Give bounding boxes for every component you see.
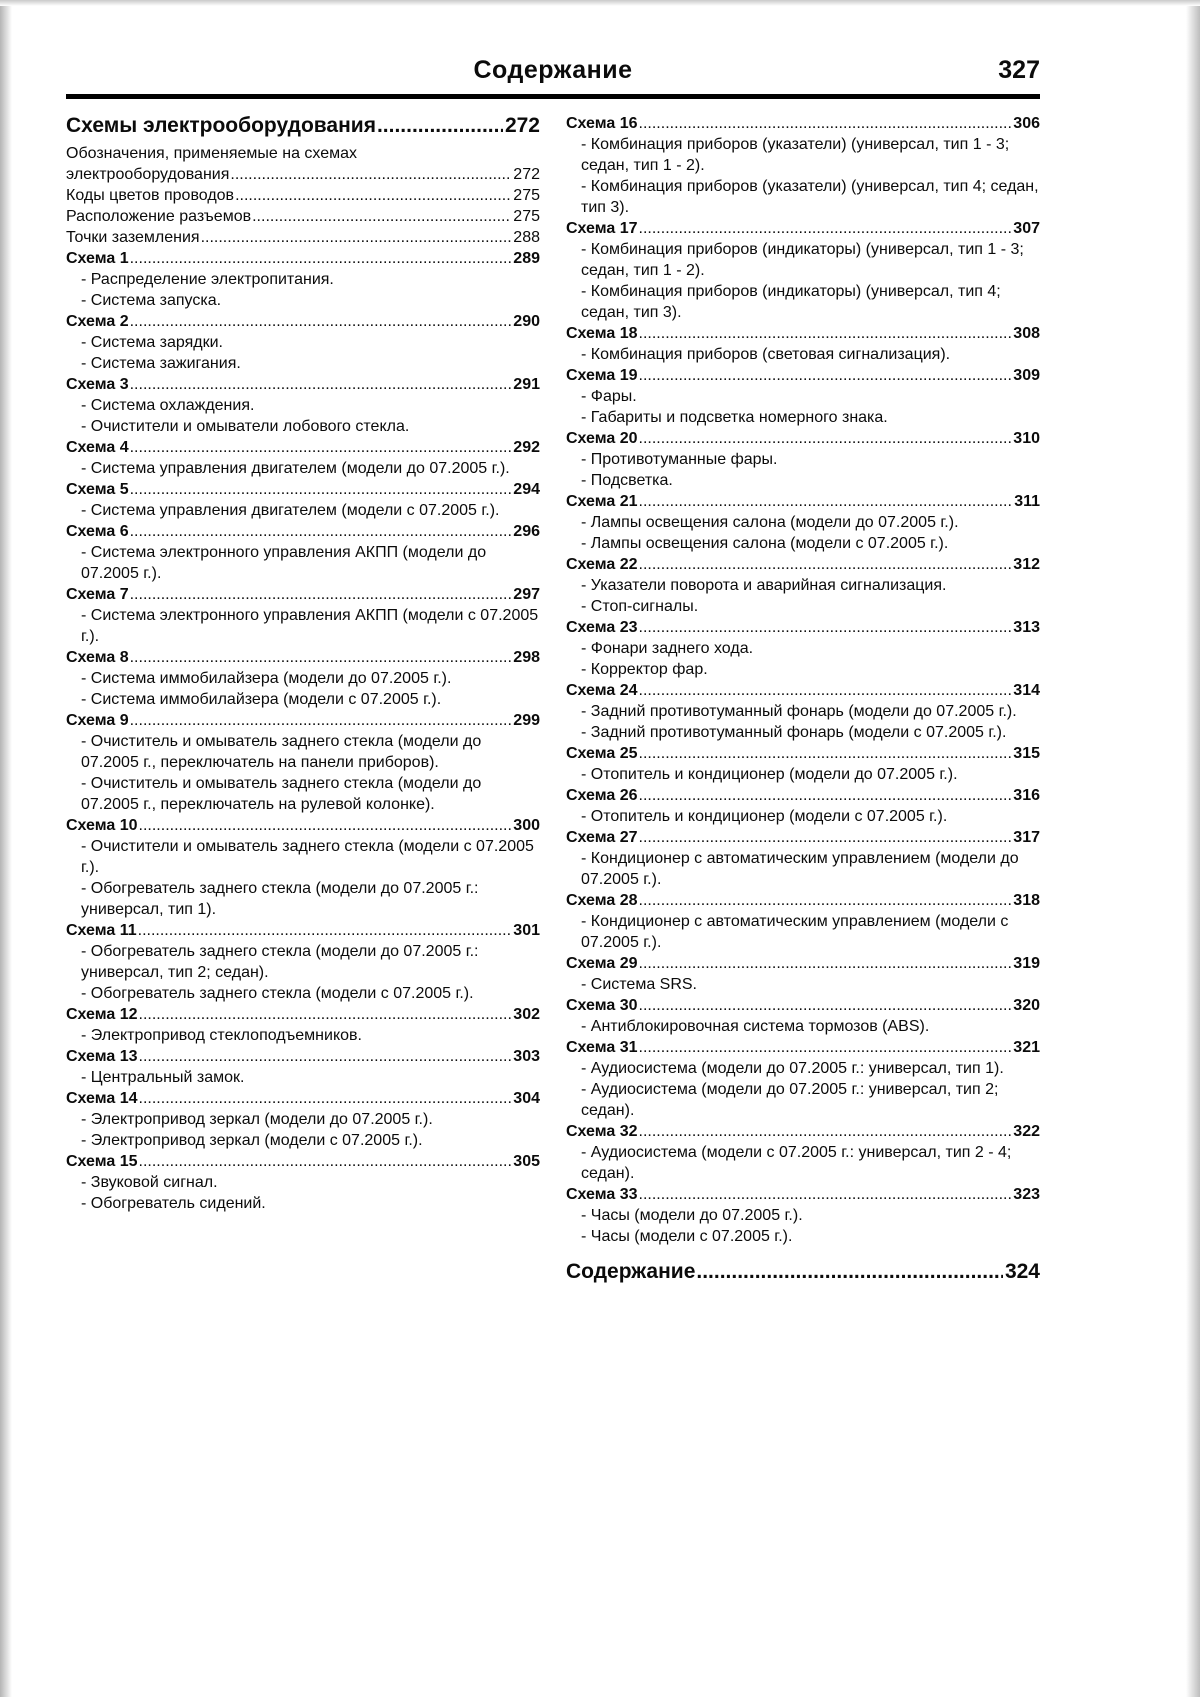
- toc-page-ref: 322: [1013, 1123, 1040, 1140]
- toc-entry-label: Точки заземления: [66, 229, 200, 246]
- toc-sub-item: - Аудиосистема (модели до 07.2005 г.: универсал, тип 1).: [581, 1060, 1004, 1077]
- toc-sub-item: - Обогреватель сидений.: [81, 1195, 266, 1212]
- toc-entry-row: [66, 185, 540, 206]
- toc-entry-label: Схема 12: [66, 1006, 138, 1023]
- toc-entry-row: [66, 521, 540, 542]
- toc-page-ref: 304: [513, 1090, 540, 1107]
- toc-sub-item: - Аудиосистема (модели с 07.2005 г.: универсал, тип 2 - 4; седан).: [581, 1144, 1012, 1182]
- toc-entry: [566, 428, 1040, 491]
- toc-dot-leader: [639, 554, 1012, 575]
- toc-entry-label: Схема 19: [566, 367, 638, 384]
- toc-entry-row: [66, 479, 540, 500]
- toc-entry-label: Схема 11: [66, 922, 137, 939]
- toc-entry-label: Схема 28: [566, 892, 638, 909]
- toc-dot-leader: [130, 374, 512, 395]
- toc-entry-label: Схема 2: [66, 313, 129, 330]
- toc-entry-label: Схема 27: [566, 829, 638, 846]
- toc-entry-row: [566, 1259, 1040, 1285]
- toc-dot-leader: [377, 113, 503, 139]
- toc-entry-label: Схема 17: [566, 220, 638, 237]
- toc-entry-label: Схема 24: [566, 682, 638, 699]
- toc-page-ref: 288: [513, 229, 540, 246]
- toc-sub-item: - Фонари заднего хода.: [581, 640, 754, 657]
- page-number: 327: [998, 56, 1040, 84]
- toc-entry-text: Обозначения, применяемые на схемах: [66, 145, 358, 162]
- toc-dot-leader: [639, 491, 1013, 512]
- toc-entry-row: [66, 710, 540, 731]
- toc-sub-item: - Система зажигания.: [81, 355, 241, 372]
- toc-sub-item: - Лампы освещения салона (модели до 07.2005 г.).: [581, 514, 959, 531]
- toc-entry-label: Схемы электрооборудования: [66, 114, 376, 137]
- toc-entry: [66, 248, 540, 311]
- toc-page-ref: 289: [513, 250, 540, 267]
- toc-entry-row: [566, 890, 1040, 911]
- toc-dot-leader: [130, 647, 512, 668]
- toc-dot-leader: [130, 479, 512, 500]
- toc-sub-item: - Система SRS.: [581, 976, 697, 993]
- toc-entry: [566, 1037, 1040, 1121]
- toc-page-ref: 316: [1013, 787, 1040, 804]
- toc-dot-leader: [639, 785, 1012, 806]
- toc-entry-row: [566, 827, 1040, 848]
- toc-page-ref: 307: [1013, 220, 1040, 237]
- toc-page-ref: 294: [513, 481, 540, 498]
- toc-entry: [66, 815, 540, 920]
- toc-entry-row: [66, 164, 540, 185]
- toc-entry: [566, 365, 1040, 428]
- toc-dot-leader: [639, 1037, 1012, 1058]
- toc-entry-label: Схема 23: [566, 619, 638, 636]
- toc-sub-item: - Указатели поворота и аварийная сигнализация.: [581, 577, 947, 594]
- toc-sub-item: - Система зарядки.: [81, 334, 223, 351]
- toc-page-ref: 311: [1014, 493, 1040, 510]
- toc-page-ref: 308: [1013, 325, 1040, 342]
- toc-entry: [566, 785, 1040, 827]
- toc-entry-label: Схема 10: [66, 817, 138, 834]
- toc-dot-leader: [138, 920, 512, 941]
- toc-entry: [66, 113, 540, 139]
- toc-sub-item: - Обогреватель заднего стекла (модели до 07.2005 г.: универсал, тип 1).: [81, 880, 479, 918]
- toc-sub-item: - Антиблокировочная система тормозов (ABS).: [581, 1018, 930, 1035]
- toc-entry-row: [566, 554, 1040, 575]
- toc-page-ref: 290: [513, 313, 540, 330]
- scan-edge-top: [0, 0, 1200, 6]
- toc-entry-label: Схема 14: [66, 1090, 138, 1107]
- toc-entry-label: Схема 3: [66, 376, 129, 393]
- toc-dot-leader: [639, 1121, 1012, 1142]
- toc-dot-leader: [130, 584, 512, 605]
- toc-entry-label: Схема 1: [66, 250, 129, 267]
- toc-dot-leader: [639, 617, 1012, 638]
- header-divider: [66, 94, 1040, 99]
- toc-page-ref: 296: [513, 523, 540, 540]
- toc-sub-item: - Система управления двигателем (модели до 07.2005 г.).: [81, 460, 510, 477]
- toc-entry-label: Схема 8: [66, 649, 129, 666]
- toc-entry: [66, 920, 540, 1004]
- page-title: Содержание: [473, 56, 633, 84]
- toc-sub-item: - Противотуманные фары.: [581, 451, 778, 468]
- toc-entry: [66, 584, 540, 647]
- toc-entry-row: [66, 206, 540, 227]
- toc-entry-label: Схема 29: [566, 955, 638, 972]
- toc-entry-row: [66, 374, 540, 395]
- toc-page-ref: 300: [513, 817, 540, 834]
- toc-page-ref: 275: [513, 187, 540, 204]
- toc-entry-label: Схема 18: [566, 325, 638, 342]
- toc-dot-leader: [639, 995, 1012, 1016]
- toc-entry-row: [66, 1004, 540, 1025]
- toc-entry-label: Схема 15: [66, 1153, 138, 1170]
- toc-entry: [566, 680, 1040, 743]
- toc-sub-item: - Звуковой сигнал.: [81, 1174, 218, 1191]
- toc-column-left: [66, 113, 540, 1214]
- toc-page-ref: 291: [513, 376, 540, 393]
- toc-page-ref: 312: [1013, 556, 1040, 573]
- toc-dot-leader: [139, 815, 512, 836]
- toc-page-ref: 275: [513, 208, 540, 225]
- page-header: [66, 56, 1040, 99]
- toc-sub-item: - Электропривод зеркал (модели до 07.2005 г.).: [81, 1111, 433, 1128]
- toc-sub-item: - Задний противотуманный фонарь (модели до 07.2005 г.).: [581, 703, 1017, 720]
- toc-dot-leader: [201, 227, 512, 248]
- toc-page-ref: 302: [513, 1006, 540, 1023]
- toc-sub-item: - Задний противотуманный фонарь (модели с 07.2005 г.).: [581, 724, 1007, 741]
- toc-entry-label: Схема 33: [566, 1186, 638, 1203]
- toc-entry-label: Схема 4: [66, 439, 129, 456]
- toc-page-ref: 319: [1013, 955, 1040, 972]
- toc-page-ref: 310: [1013, 430, 1040, 447]
- toc-page-ref: 317: [1013, 829, 1040, 846]
- toc-entry-row: [566, 1121, 1040, 1142]
- toc-entry-label: Схема 16: [566, 115, 638, 132]
- toc-entry: [566, 554, 1040, 617]
- toc-sub-item: - Корректор фар.: [581, 661, 708, 678]
- toc-entry-row: [566, 785, 1040, 806]
- toc-entry-label: Схема 20: [566, 430, 638, 447]
- toc-page-ref: 313: [1013, 619, 1040, 636]
- toc-entry-row: [66, 1088, 540, 1109]
- toc-columns: [66, 113, 1040, 1285]
- toc-entry-label: электрооборудования: [66, 166, 230, 183]
- toc-page-ref: 306: [1013, 115, 1040, 132]
- toc-dot-leader: [130, 248, 512, 269]
- toc-entry: [566, 1184, 1040, 1247]
- toc-dot-leader: [639, 1184, 1012, 1205]
- toc-page-ref: 324: [1004, 1260, 1040, 1283]
- toc-entry: [66, 227, 540, 248]
- toc-sub-item: - Очистители и омыватели лобового стекла.: [81, 418, 410, 435]
- toc-page-ref: 298: [513, 649, 540, 666]
- toc-entry-row: [566, 995, 1040, 1016]
- toc-page-ref: 292: [513, 439, 540, 456]
- toc-entry-row: [566, 617, 1040, 638]
- toc-dot-leader: [696, 1259, 1003, 1285]
- toc-sub-item: - Электропривод зеркал (модели с 07.2005 г.).: [81, 1132, 423, 1149]
- toc-dot-leader: [130, 437, 512, 458]
- toc-entry: [66, 1046, 540, 1088]
- toc-page-ref: 315: [1013, 745, 1040, 762]
- toc-dot-leader: [130, 710, 512, 731]
- toc-entry: [566, 953, 1040, 995]
- toc-entry: [566, 491, 1040, 554]
- toc-entry-row: [566, 953, 1040, 974]
- toc-sub-item: - Комбинация приборов (указатели) (универсал, тип 4; седан, тип 3).: [581, 178, 1039, 216]
- toc-entry: [66, 1151, 540, 1214]
- toc-entry-label: Схема 25: [566, 745, 638, 762]
- toc-sub-item: - Отопитель и кондиционер (модели до 07.2005 г.).: [581, 766, 958, 783]
- toc-entry: [66, 311, 540, 374]
- scan-edge-left: [0, 0, 12, 1697]
- toc-entry-row: [566, 1184, 1040, 1205]
- toc-entry-label: Коды цветов проводов: [66, 187, 235, 204]
- toc-page-ref: 320: [1013, 997, 1040, 1014]
- toc-sub-item: - Обогреватель заднего стекла (модели до 07.2005 г.: универсал, тип 2; седан).: [81, 943, 479, 981]
- toc-entry-label: Схема 31: [566, 1039, 638, 1056]
- toc-entry-row: [566, 1037, 1040, 1058]
- toc-entry: [66, 1004, 540, 1046]
- toc-entry-row: [566, 491, 1040, 512]
- toc-sub-item: - Очиститель и омыватель заднего стекла (модели до 07.2005 г., переключатель на рулевой колонке).: [81, 775, 482, 813]
- toc-entry-label: Схема 7: [66, 586, 129, 603]
- toc-page-ref: 299: [513, 712, 540, 729]
- toc-entry: [66, 185, 540, 206]
- toc-sub-item: - Очиститель и омыватель заднего стекла (модели до 07.2005 г., переключатель на панели приборов).: [81, 733, 482, 771]
- toc-entry: [566, 995, 1040, 1037]
- toc-dot-leader: [139, 1004, 512, 1025]
- header-row: [66, 56, 1040, 88]
- toc-sub-item: - Центральный замок.: [81, 1069, 245, 1086]
- toc-dot-leader: [252, 206, 511, 227]
- toc-entry-row: [66, 647, 540, 668]
- toc-dot-leader: [639, 743, 1012, 764]
- toc-entry: [66, 479, 540, 521]
- toc-dot-leader: [639, 680, 1012, 701]
- toc-dot-leader: [139, 1046, 512, 1067]
- toc-entry-row: [566, 113, 1040, 134]
- toc-page-ref: 272: [504, 114, 540, 137]
- toc-entry: [66, 437, 540, 479]
- toc-entry-label: Схема 13: [66, 1048, 138, 1065]
- toc-sub-item: - Система иммобилайзера (модели с 07.2005 г.).: [81, 691, 442, 708]
- toc-sub-item: - Комбинация приборов (световая сигнализация).: [581, 346, 951, 363]
- toc-entry-label: Схема 5: [66, 481, 129, 498]
- toc-entry-label: Схема 22: [566, 556, 638, 573]
- toc-entry: [66, 710, 540, 815]
- toc-sub-item: - Очистители и омыватель заднего стекла (модели с 07.2005 г.).: [81, 838, 534, 876]
- toc-dot-leader: [639, 428, 1012, 449]
- toc-entry-row: [66, 311, 540, 332]
- toc-sub-item: - Система иммобилайзера (модели до 07.2005 г.).: [81, 670, 452, 687]
- toc-sub-item: - Подсветка.: [581, 472, 673, 489]
- toc-entry-row: [566, 365, 1040, 386]
- toc-sub-item: - Система электронного управления АКПП (модели до 07.2005 г.).: [81, 544, 487, 582]
- toc-entry-label: Схема 30: [566, 997, 638, 1014]
- toc-entry-label: Схема 9: [66, 712, 129, 729]
- toc-sub-item: - Отопитель и кондиционер (модели с 07.2005 г.).: [581, 808, 948, 825]
- toc-page-ref: 309: [1013, 367, 1040, 384]
- toc-entry: [566, 218, 1040, 323]
- toc-entry: [566, 617, 1040, 680]
- toc-entry-row: [66, 920, 540, 941]
- toc-entry-label: Схема 21: [566, 493, 638, 510]
- toc-dot-leader: [639, 953, 1012, 974]
- toc-entry-row: [66, 248, 540, 269]
- toc-sub-item: - Система электронного управления АКПП (модели с 07.2005 г.).: [81, 607, 539, 645]
- toc-dot-leader: [130, 311, 512, 332]
- toc-entry: [66, 521, 540, 584]
- toc-entry-row: [66, 815, 540, 836]
- toc-dot-leader: [230, 164, 511, 185]
- toc-sub-item: - Система охлаждения.: [81, 397, 255, 414]
- toc-entry: [66, 647, 540, 710]
- toc-entry: [566, 323, 1040, 365]
- toc-entry-row: [66, 437, 540, 458]
- toc-sub-item: - Система запуска.: [81, 292, 222, 309]
- toc-sub-item: - Лампы освещения салона (модели с 07.2005 г.).: [581, 535, 949, 552]
- toc-entry-label: Схема 32: [566, 1123, 638, 1140]
- toc-sub-item: - Комбинация приборов (индикаторы) (универсал, тип 4; седан, тип 3).: [581, 283, 1001, 321]
- toc-entry-row: [66, 227, 540, 248]
- toc-entry-label: Расположение разъемов: [66, 208, 252, 225]
- toc-dot-leader: [639, 113, 1012, 134]
- toc-dot-leader: [639, 827, 1012, 848]
- toc-dot-leader: [639, 365, 1012, 386]
- toc-entry: [566, 827, 1040, 890]
- toc-entry-row: [566, 323, 1040, 344]
- toc-page-ref: 314: [1013, 682, 1040, 699]
- toc-dot-leader: [139, 1151, 512, 1172]
- toc-sub-item: - Электропривод стеклоподъемников.: [81, 1027, 362, 1044]
- toc-page-ref: 272: [513, 166, 540, 183]
- toc-entry: [566, 1121, 1040, 1184]
- toc-entry-label: Содержание: [566, 1260, 696, 1283]
- toc-entry: [566, 113, 1040, 218]
- toc-entry: [566, 743, 1040, 785]
- scan-edge-right: [1186, 0, 1200, 1697]
- toc-entry: [566, 1259, 1040, 1285]
- toc-sub-item: - Фары.: [581, 388, 637, 405]
- toc-entry-row: [566, 428, 1040, 449]
- toc-entry-label: Схема 26: [566, 787, 638, 804]
- toc-sub-item: - Часы (модели с 07.2005 г.).: [581, 1228, 793, 1245]
- toc-sub-item: - Система управления двигателем (модели с 07.2005 г.).: [81, 502, 500, 519]
- toc-page-ref: 323: [1013, 1186, 1040, 1203]
- toc-entry: [66, 374, 540, 437]
- toc-sub-item: - Распределение электропитания.: [81, 271, 334, 288]
- toc-dot-leader: [139, 1088, 512, 1109]
- toc-page-ref: 321: [1013, 1039, 1040, 1056]
- toc-dot-leader: [639, 323, 1012, 344]
- toc-dot-leader: [639, 890, 1012, 911]
- toc-dot-leader: [235, 185, 511, 206]
- toc-entry-row: [566, 743, 1040, 764]
- toc-entry: [566, 890, 1040, 953]
- toc-sub-item: - Стоп-сигналы.: [581, 598, 699, 615]
- toc-entry-row: [66, 1151, 540, 1172]
- toc-sub-item: - Аудиосистема (модели до 07.2005 г.: универсал, тип 2; седан).: [581, 1081, 999, 1119]
- toc-entry: [66, 206, 540, 227]
- toc-entry-row: [66, 584, 540, 605]
- toc-entry: [66, 143, 540, 185]
- toc-page-ref: 305: [513, 1153, 540, 1170]
- toc-dot-leader: [639, 218, 1012, 239]
- toc-sub-item: - Часы (модели до 07.2005 г.).: [581, 1207, 803, 1224]
- toc-entry: [66, 1088, 540, 1151]
- toc-page-ref: 303: [513, 1048, 540, 1065]
- toc-sub-item: - Комбинация приборов (указатели) (универсал, тип 1 - 3; седан, тип 1 - 2).: [581, 136, 1010, 174]
- toc-dot-leader: [130, 521, 512, 542]
- toc-entry-row: [566, 680, 1040, 701]
- toc-entry-label: Схема 6: [66, 523, 129, 540]
- toc-page-ref: 318: [1013, 892, 1040, 909]
- toc-sub-item: - Обогреватель заднего стекла (модели с 07.2005 г.).: [81, 985, 474, 1002]
- toc-column-right: [566, 113, 1040, 1285]
- toc-sub-item: - Габариты и подсветка номерного знака.: [581, 409, 888, 426]
- toc-entry-row: [566, 218, 1040, 239]
- toc-page-ref: 297: [513, 586, 540, 603]
- toc-page-ref: 301: [513, 922, 540, 939]
- toc-sub-item: - Комбинация приборов (индикаторы) (универсал, тип 1 - 3; седан, тип 1 - 2).: [581, 241, 1024, 279]
- toc-entry-row: [66, 113, 540, 139]
- toc-sub-item: - Кондиционер с автоматическим управлением (модели с 07.2005 г.).: [581, 913, 1009, 951]
- toc-sub-item: - Кондиционер с автоматическим управлением (модели до 07.2005 г.).: [581, 850, 1019, 888]
- toc-entry-row: [66, 1046, 540, 1067]
